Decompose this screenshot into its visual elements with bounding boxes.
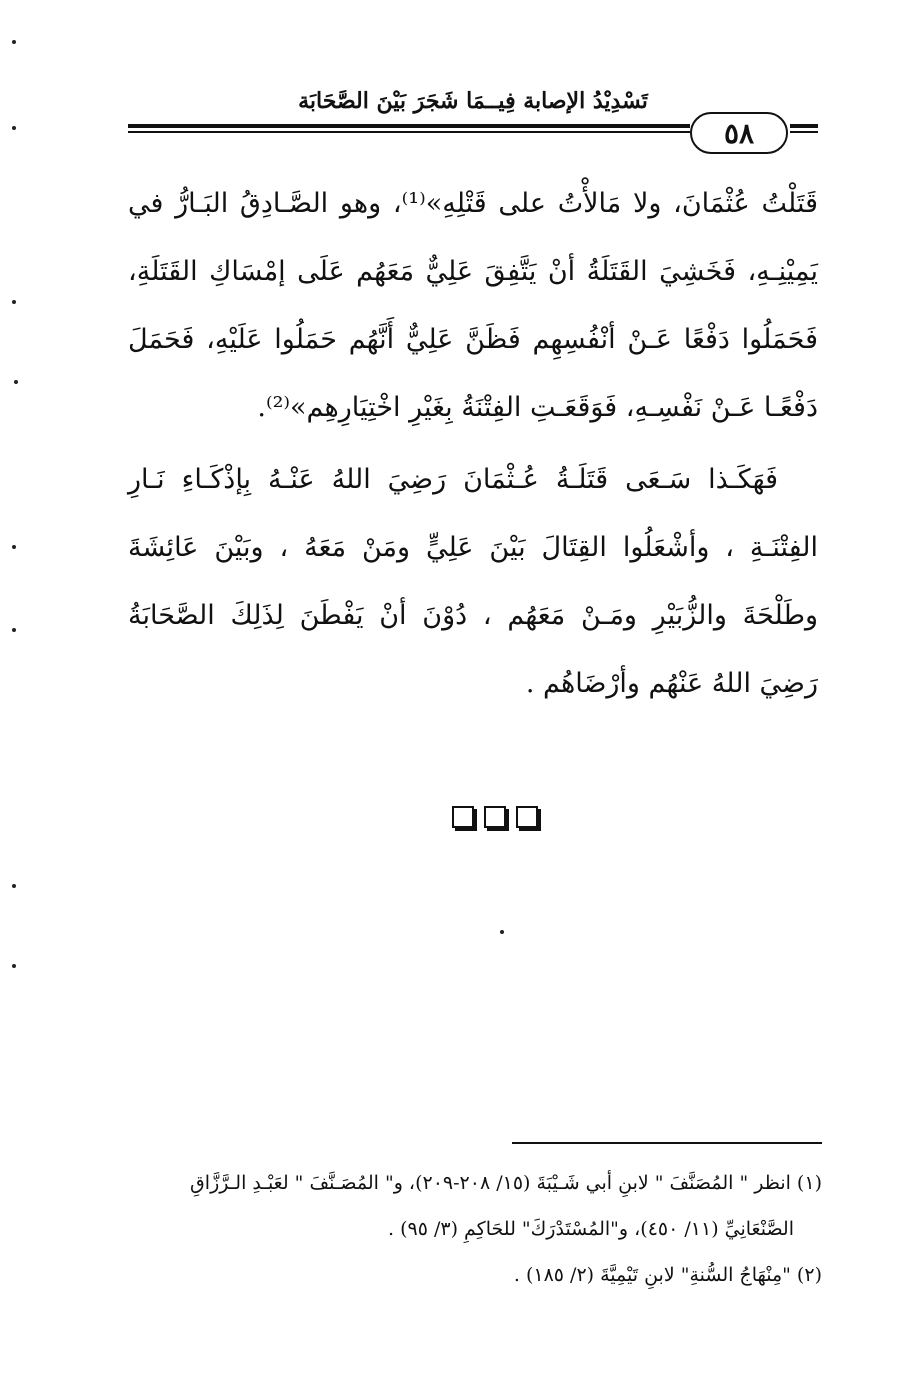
footnote-rule <box>512 1142 822 1144</box>
footnotes <box>128 1160 822 1298</box>
scan-dot <box>12 964 16 968</box>
body-text <box>128 170 818 718</box>
body-paragraph-1: قَتَلْتُ عُثْمَانَ، ولا مَالأْتُ على قَتْلِهِ»⁽¹⁾، وهو الصَّـادِقُ البَـارُّ في يَمِيْنِـهِ، فَخَشِيَ القَتَلَةُ أنْ يَتَّفِقَ عَلِيٌّ مَعَهُم عَلَى إمْسَاكِ القَتَلَةِ، فَحَمَلُوا دَفْعًا عَـنْ أنْفُسِهِم فَظَنَّ عَلِيٌّ أَنَّهُم حَمَلُوا عَلَيْهِ، فَحَمَلَ دَفْعًـا عَـنْ نَفْسِـهِ، فَوَقَعَـتِ الفِتْنَةُ بِغَيْرِ اخْتِيَارِهِم»⁽²⁾. <box>128 188 818 423</box>
body-paragraph-2: فَهَكَـذا سَـعَى قَتَلَـةُ عُـثْمَانَ رَضِيَ اللهُ عَنْـهُ بِإذْكَـاءِ نَـارِ الفِتْنَـةِ ، وأشْعَلُوا القِتَالَ بَيْنَ عَلِيٍّ ومَنْ مَعَهُ ، وبَيْنَ عَائِشَةَ وطَلْحَةَ والزُّبَيْرِ ومَـنْ مَعَهُم ، دُوْنَ أنْ يَفْطَنَ لِذَلِكَ الصَّحَابَةُ رَضِيَ اللهُ عَنْهُم وأرْضَاهُم . <box>128 464 818 699</box>
section-separator <box>452 806 552 832</box>
separator-square-icon <box>516 806 538 828</box>
scan-dot <box>12 300 16 304</box>
header-rule-thick-right <box>790 124 818 128</box>
separator-square-icon <box>452 806 474 828</box>
scan-dot <box>12 545 16 549</box>
footnote-1-line-1: (١) انظر " المُصَنَّفَ " لابنِ أبي شَـيْبَةَ (١٥/ ٢٠٨-٢٠٩)، و" المُصَـنَّفَ " لعَبْـدِ الـرَّزَّاقِ <box>190 1172 822 1194</box>
header-rule-thin <box>128 131 690 133</box>
page-number: ٥٨ <box>690 112 788 154</box>
footnote-1-line-2: الصَّنْعَانِيِّ (١١/ ٤٥٠)، و"المُسْتَدْرَكَ" للحَاكِمِ (٣/ ٩٥) . <box>387 1218 794 1240</box>
header-rule-thin-right <box>790 131 818 133</box>
separator-square-icon <box>484 806 506 828</box>
scan-dot <box>12 126 16 130</box>
scan-dot <box>12 628 16 632</box>
scan-dot <box>12 40 16 44</box>
scan-dot <box>500 930 504 934</box>
running-title: تَسْدِيْدُ الإصابة فِيــمَا شَجَرَ بَيْنَ الصَّحَابَة <box>298 88 648 114</box>
header-rule-thick <box>128 124 690 128</box>
footnote-2: (٢) "مِنْهَاجُ السُّنةِ" لابنِ تَيْمِيَّةَ (٢/ ١٨٥) . <box>513 1264 822 1286</box>
scan-dot <box>14 380 18 384</box>
scan-dot <box>12 884 16 888</box>
